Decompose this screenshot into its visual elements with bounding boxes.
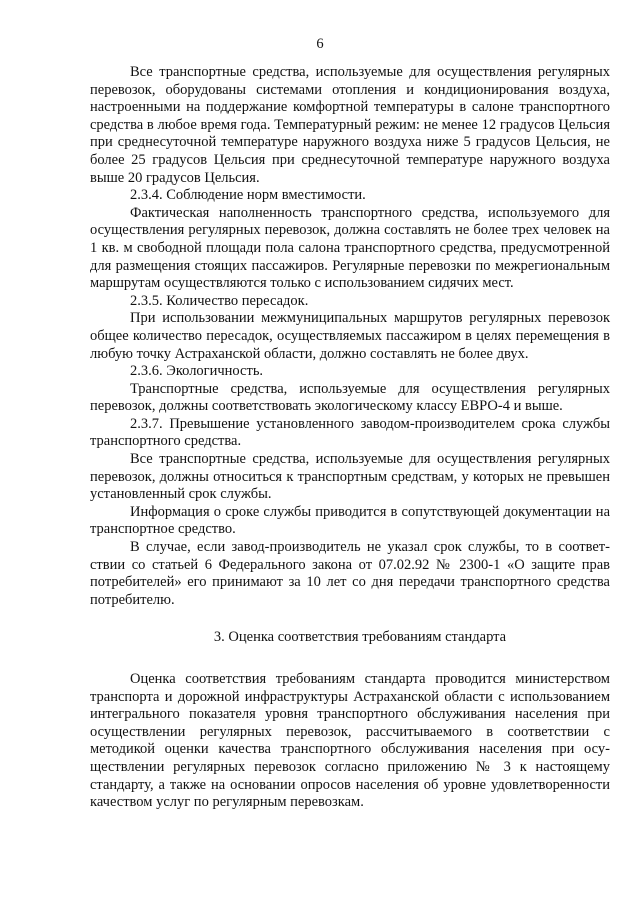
paragraph-service-life: Все транспортные средства, используемые для осуществления регулярных перевозок, должны относиться к транспортным средствам, у которых не превышен установленный срок службы. bbox=[90, 451, 610, 503]
paragraph-capacity-norms: Фактическая наполненность транспортного средства, используемого для осуществления регулярных перевозок, должна составлять не более трех человек на 1 кв. м свободной площади пола салона транспортного средства, предусмотренной для размещения стоящих пассажиров. Регулярные перевозки по межрегиональным маршрутам осуществляются только с использованием сидячих мест. bbox=[90, 204, 610, 292]
subsection-heading-2-3-6: 2.3.6. Экологичность. bbox=[130, 363, 264, 380]
paragraph-heating-requirements: Все транспортные средства, используемые для осуществления регулярных перевозок, оборудованы системами отопления и кондиционирования воздуха, настроенными на поддержание комфортной температуры в салоне транспортного средства в любое время года. Температурный режим: не менее 12 градусов Цельсия при среднесуточной температуре наружного воздуха ниже 5 градусов Цельсия, не более 25 градусов Цельсия при среднесуточной температуре наружного воздуха выше 20 градусов Цельсия. bbox=[90, 64, 610, 186]
paragraph-transfers: При использовании межмуниципальных маршрутов регулярных перевозок общее количество пересадок, осуществляемых пассажиром в целях перемещения в любую точку Астраханской области, должно составлять не более двух. bbox=[90, 310, 610, 362]
paragraph-ecology: Транспортные средства, используемые для осуществления регулярных перевозок, должны соответствовать экологическому классу ЕВРО-4 и выше. bbox=[90, 380, 610, 415]
page-number: 6 bbox=[316, 36, 324, 52]
section-heading-3: 3. Оценка соответствия требованиям стандарта bbox=[213, 629, 507, 646]
paragraph-compliance-assessment: Оценка соответствия требованиям стандарта проводится министерством транспорта и дорожной инфраструктуры Астраханской области с использованием интегрального показателя уровня транспортного обслуживания населения при осуществлении регулярных перевозок, рассчитываемого в соответствии с методикой оценки качества транспортного обслуживания населения при осуществлении регулярных перевозок согласно приложению № 3 к настоящему стандарту, а также на основании опросов населения об уровне удовлетворенности качеством услуг по регулярным перевозкам. bbox=[90, 671, 610, 811]
paragraph-service-life-default: В случае, если завод-производитель не указал срок службы, то в соответствии со статьей 6 Федерального закона от 07.02.92 № 2300-1 «О защите прав потребителей» его принимают за 10 лет со дня передачи транспортного средства потребителю. bbox=[90, 539, 610, 608]
subsection-heading-2-3-7: 2.3.7. Превышение установленного заводом-производителем срока службы транспортного средства. bbox=[90, 415, 610, 450]
subsection-heading-2-3-5: 2.3.5. Количество пересадок. bbox=[130, 292, 309, 309]
paragraph-service-life-docs: Информация о сроке службы приводится в сопутствующей документации на транспортное средство. bbox=[90, 503, 610, 538]
subsection-heading-2-3-4: 2.3.4. Соблюдение норм вместимости. bbox=[130, 187, 366, 204]
document-body bbox=[90, 64, 610, 812]
